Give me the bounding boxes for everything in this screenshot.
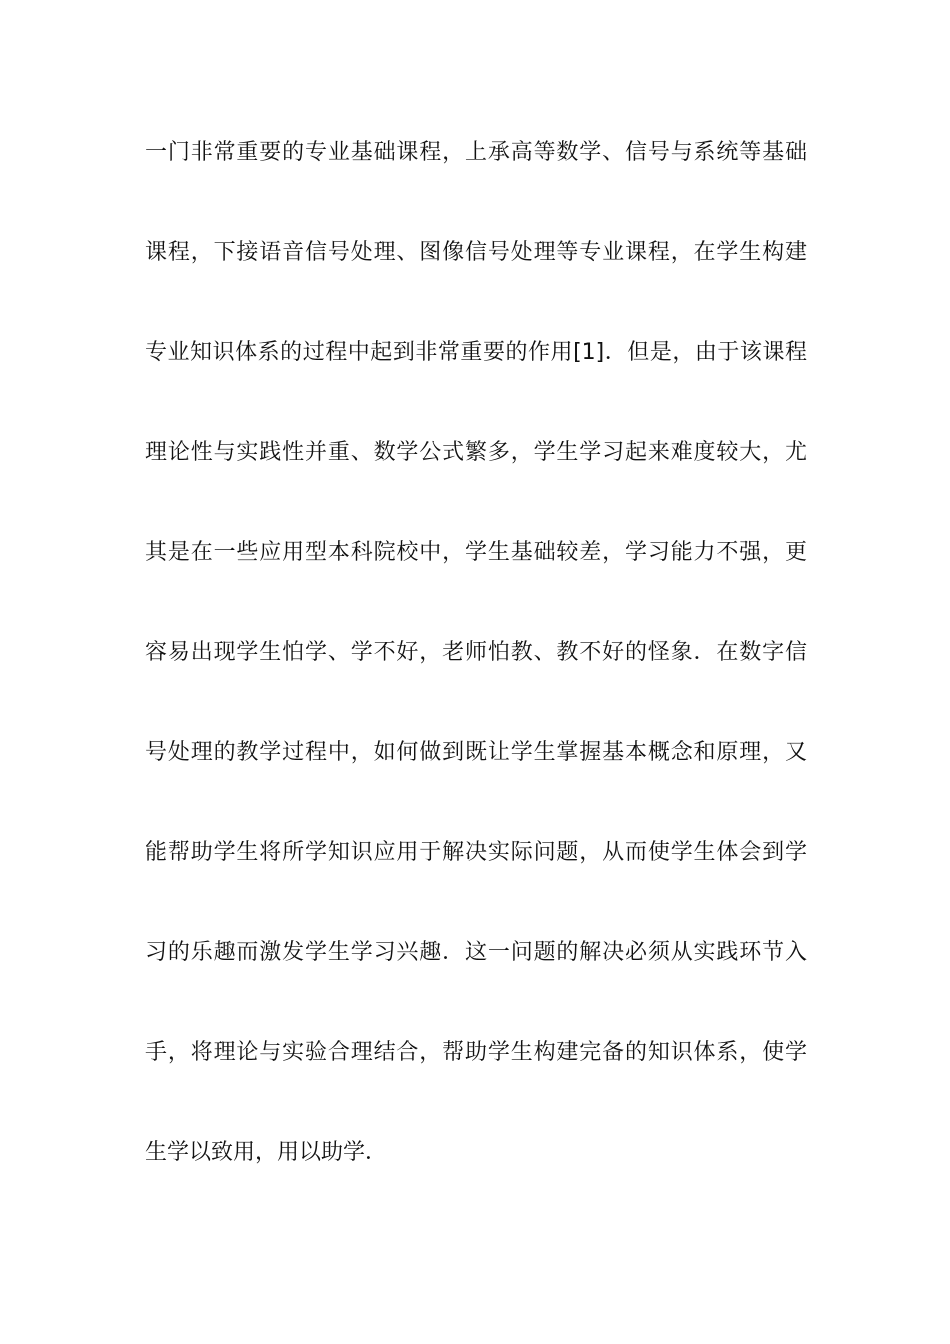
text-line-5: 其是在一些应用型本科院校中，学生基础较差，学习能力不强，更 — [145, 540, 807, 565]
text-line-1: 一门非常重要的专业基础课程，上承高等数学、信号与系统等基础 — [145, 140, 807, 165]
text-line-7: 号处理的教学过程中，如何做到既让学生掌握基本概念和原理，又 — [145, 740, 807, 765]
text-line-10: 手，将理论与实验合理结合，帮助学生构建完备的知识体系，使学 — [145, 1040, 807, 1065]
text-line-8: 能帮助学生将所学知识应用于解决实际问题，从而使学生体会到学 — [145, 840, 807, 865]
text-line-4: 理论性与实践性并重、数学公式繁多，学生学习起来难度较大，尤 — [145, 440, 807, 465]
text-line-3: 专业知识体系的过程中起到非常重要的作用[1]．但是，由于该课程 — [145, 340, 807, 365]
text-line-9: 习的乐趣而激发学生学习兴趣．这一问题的解决必须从实践环节入 — [145, 940, 807, 965]
text-line-2: 课程，下接语音信号处理、图像信号处理等专业课程，在学生构建 — [145, 240, 807, 265]
body-paragraph — [145, 128, 807, 1228]
text-line-6: 容易出现学生怕学、学不好，老师怕教、教不好的怪象．在数字信 — [145, 640, 807, 665]
text-line-11: 生学以致用，用以助学． — [145, 1140, 388, 1165]
